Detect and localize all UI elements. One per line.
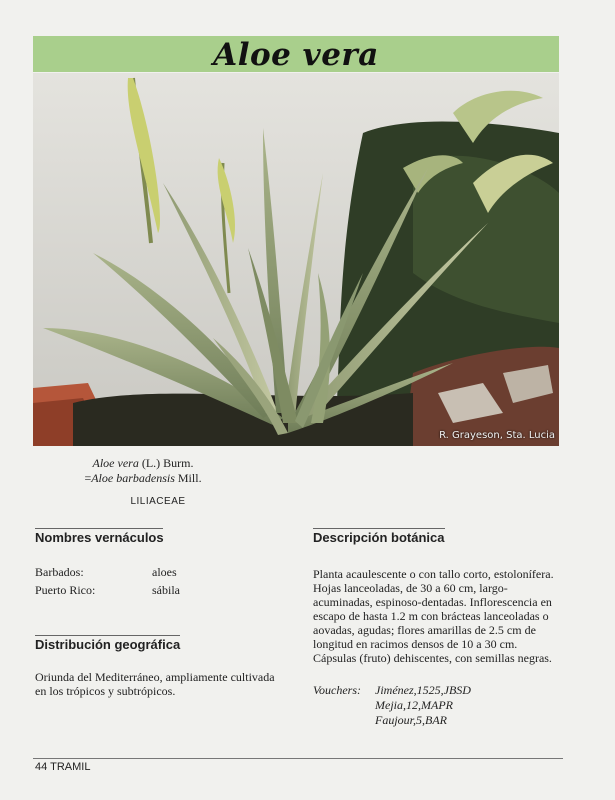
voucher-item: Faujour,5,BAR — [375, 713, 447, 727]
description-text: Planta acaulescente o con tallo corto, estolonífera. Hojas lanceoladas, de 30 a 60 cm, largo-acuminadas, espinoso-dentadas. Inflorescencia en escapo de hasta 1.2 m con brácteas lanceoladas o aovadas, agudas; flores amarillas de 2.5 cm de longitud en racimos densos de 10 a 30 cm. Cápsulas (fruto) dehiscentes, con semillas negras. — [313, 567, 554, 665]
aloe-illustration — [33, 73, 559, 446]
description-title: Descripción botánica — [313, 530, 445, 545]
distribution-title: Distribución geográfica — [35, 637, 181, 652]
photo-credit: R. Grayeson, Sta. Lucia — [439, 430, 555, 441]
section-rule-vernacular — [35, 528, 163, 529]
vouchers-label: Vouchers: — [313, 683, 361, 697]
plant-photo — [33, 73, 559, 446]
section-rule-description — [313, 528, 445, 529]
distribution-text: Oriunda del Mediterráneo, ampliamente cultivada en los trópicos y subtrópicos. — [35, 670, 275, 698]
section-rule-distribution — [35, 635, 180, 636]
title-band — [33, 36, 559, 72]
vernacular-name: sábila — [152, 583, 180, 597]
synonym-author: Mill. — [174, 471, 202, 485]
page-title: Aloe vera — [213, 37, 379, 73]
footer-rule — [33, 758, 563, 759]
voucher-item: Mejia,12,MAPR — [375, 698, 453, 712]
vernacular-title: Nombres vernáculos — [35, 530, 164, 545]
synonym-name — [33, 471, 253, 486]
synonym-italic: Aloe barbadensis — [91, 471, 175, 485]
species-italic: Aloe vera — [92, 456, 139, 470]
synonym-prefix: = — [84, 471, 92, 485]
vernacular-name: aloes — [152, 565, 177, 579]
species-caption — [33, 456, 253, 486]
species-author: (L.) Burm. — [138, 456, 194, 470]
publication-name: TRAMIL — [50, 761, 91, 773]
species-name — [33, 456, 253, 471]
vernacular-place: Puerto Rico: — [35, 583, 96, 597]
page-footer — [35, 761, 90, 773]
plant-family: LILIACEAE — [130, 496, 186, 507]
voucher-item: Jiménez,1525,JBSD — [375, 683, 471, 697]
vernacular-place: Barbados: — [35, 565, 84, 579]
page-number: 44 — [35, 761, 48, 773]
